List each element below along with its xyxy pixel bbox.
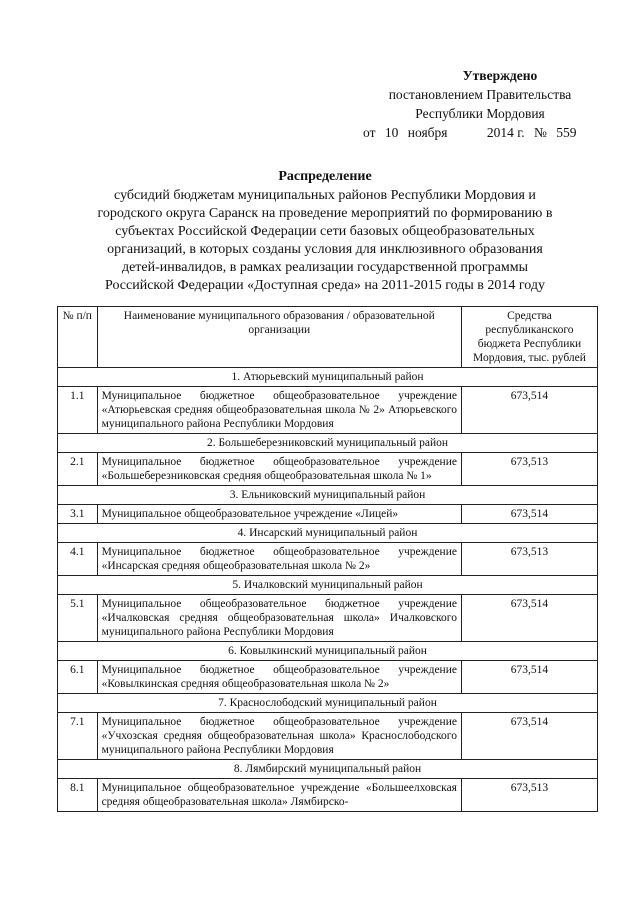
subtitle-line: субъектах Российской Федерации сети базовых общеобразовательных <box>115 224 535 239</box>
distribution-table <box>57 306 598 812</box>
row-number: 3.1 <box>58 505 98 524</box>
row-number: 1.1 <box>58 387 98 434</box>
table-row <box>58 595 598 642</box>
table-row <box>58 713 598 760</box>
subtitle-line: городского округа Саранск на проведение мероприятий по формированию в <box>97 206 553 221</box>
subtitle-line: организаций, в которых созданы условия для инклюзивного образования <box>107 242 543 257</box>
approval-line-2: Республики Мордовия <box>415 106 545 121</box>
region-name: 2. Большеберезниковский муниципальный район <box>58 434 598 453</box>
row-number: 5.1 <box>58 595 98 642</box>
region-name: 8. Лямбирский муниципальный район <box>58 760 598 779</box>
table-row <box>58 453 598 486</box>
date-month: ноября <box>407 125 448 140</box>
subsidy-amount: 673,513 <box>461 453 597 486</box>
date-year: 2014 г. <box>486 125 525 140</box>
region-name: 4. Инсарский муниципальный район <box>58 524 598 543</box>
approval-line-1: постановлением Правительства <box>388 87 572 102</box>
decree-number: 559 <box>556 125 577 140</box>
region-row <box>58 486 598 505</box>
region-name: 7. Краснослободский муниципальный район <box>58 694 598 713</box>
subsidy-amount: 673,514 <box>461 661 597 694</box>
header-amount: Средства республиканского бюджета Республики Мордовия, тыс. рублей <box>461 307 597 368</box>
header-name: Наименование муниципального образования / образовательной организации <box>97 307 461 368</box>
organization-name: Муниципальное бюджетное общеобразовательное учреждение «Инсарская средняя общеобразовательная школа № 2» <box>97 543 461 576</box>
document-title: Распределение <box>278 169 372 184</box>
organization-name: Муниципальное бюджетное общеобразовательное учреждение «Учхозская средняя общеобразовательная школа» Краснослободского муниципального района Республики Мордовия <box>97 713 461 760</box>
document-subtitle <box>60 187 590 295</box>
subsidy-amount: 673,514 <box>461 713 597 760</box>
subtitle-line: Российской Федерации «Доступная среда» на 2011-2015 годы в 2014 году <box>105 278 545 293</box>
region-name: 3. Ельниковский муниципальный район <box>58 486 598 505</box>
date-day: 10 <box>384 125 399 140</box>
subsidy-amount: 673,513 <box>461 543 597 576</box>
region-row <box>58 524 598 543</box>
row-number: 4.1 <box>58 543 98 576</box>
table-row <box>58 543 598 576</box>
document-title-block <box>60 168 590 295</box>
row-number: 7.1 <box>58 713 98 760</box>
table-row <box>58 505 598 524</box>
region-row <box>58 434 598 453</box>
subsidy-amount: 673,513 <box>461 779 597 812</box>
organization-name: Муниципальное бюджетное общеобразовательное учреждение «Атюрьевская средняя общеобразовательная школа № 2» Атюрьевского муниципального района Республики Мордовия <box>97 387 461 434</box>
table-row <box>58 387 598 434</box>
subsidy-amount: 673,514 <box>461 387 597 434</box>
organization-name: Муниципальное общеобразовательное бюджетное учреждение «Ичалковская средняя общеобразовательная школа» Ичалковского муниципального района Республики Мордовия <box>97 595 461 642</box>
region-row <box>58 694 598 713</box>
subsidy-amount: 673,514 <box>461 505 597 524</box>
row-number: 8.1 <box>58 779 98 812</box>
organization-name: Муниципальное бюджетное общеобразовательное учреждение «Большеберезниковская средняя общеобразовательная школа № 1» <box>97 453 461 486</box>
row-number: 2.1 <box>58 453 98 486</box>
organization-name: Муниципальное бюджетное общеобразовательное учреждение «Ковылкинская средняя общеобразовательная школа № 2» <box>97 661 461 694</box>
date-prefix: от <box>363 125 376 140</box>
approval-date-line <box>355 123 605 142</box>
approval-stamp <box>355 66 605 142</box>
region-name: 1. Атюрьевский муниципальный район <box>58 368 598 387</box>
row-number: 6.1 <box>58 661 98 694</box>
organization-name: Муниципальное общеобразовательное учреждение «Большеелховская средняя общеобразовательная школа» Лямбирско- <box>97 779 461 812</box>
region-row <box>58 760 598 779</box>
subtitle-line: субсидий бюджетам муниципальных районов Республики Мордовия и <box>114 188 536 203</box>
number-prefix: № <box>534 125 547 140</box>
table-row <box>58 779 598 812</box>
table-header-row <box>58 307 598 368</box>
region-row <box>58 642 598 661</box>
region-row <box>58 576 598 595</box>
subsidy-amount: 673,514 <box>461 595 597 642</box>
region-row <box>58 368 598 387</box>
subtitle-line: детей-инвалидов, в рамках реализации государственной программы <box>121 260 529 275</box>
organization-name: Муниципальное общеобразовательное учреждение «Лицей» <box>97 505 461 524</box>
region-name: 5. Ичалковский муниципальный район <box>58 576 598 595</box>
region-name: 6. Ковылкинский муниципальный район <box>58 642 598 661</box>
table-row <box>58 661 598 694</box>
header-number: № п/п <box>58 307 98 368</box>
approval-heading: Утверждено <box>462 68 538 83</box>
